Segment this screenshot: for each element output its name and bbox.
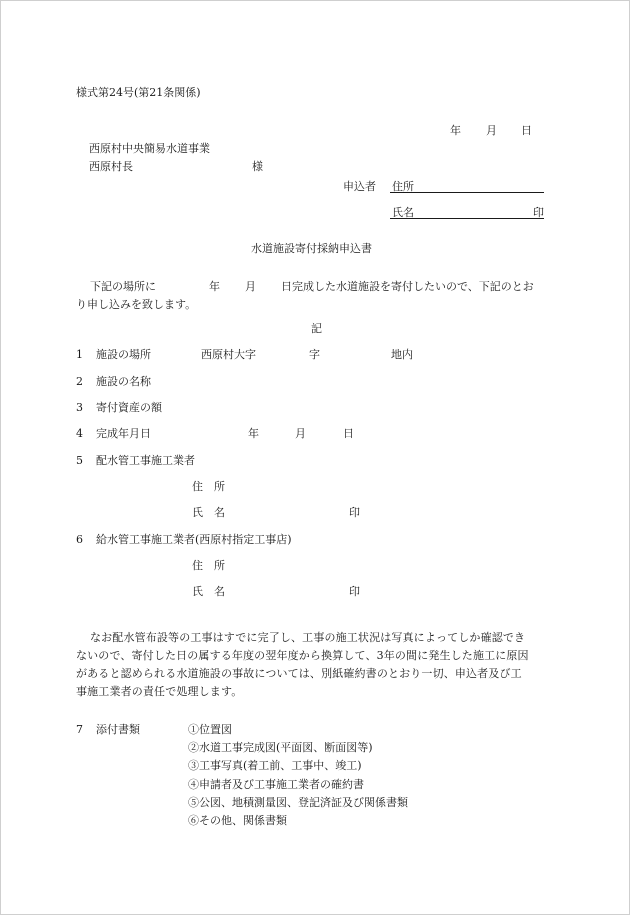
item-5-label: 配水管工事施工業者 — [96, 454, 195, 467]
attachment-item: ①位置図 — [188, 723, 232, 736]
item-7-label: 添付書類 — [96, 723, 140, 736]
addressee-title: 西原村長 — [89, 160, 133, 173]
item-1-village: 西原村大字 — [201, 348, 256, 361]
item-4-day-label: 日 — [343, 427, 354, 440]
date-year-label: 年 — [450, 124, 461, 137]
attachment-item: ⑤公図、地積測量図、登記済証及び関係書類 — [188, 796, 408, 809]
attachment-item: ②水道工事完成図(平面図、断面図等) — [188, 741, 373, 754]
notice-line-3: があると認められる水道施設の事故については、別紙確約書のとおり一切、申込者及び工 — [76, 667, 522, 680]
item-5-address-label: 住 所 — [192, 480, 225, 493]
item-4-year-label: 年 — [248, 427, 259, 440]
item-5-seal: 印 — [349, 506, 360, 519]
applicant-name-label: 氏名 — [392, 206, 414, 219]
item-1-chinai: 地内 — [391, 348, 413, 361]
addressee-org: 西原村中央簡易水道事業 — [89, 142, 210, 155]
item-6-label: 給水管工事施工業者(西原村指定工事店) — [96, 533, 292, 546]
form-number: 様式第24号(第21条関係) — [76, 86, 201, 99]
intro-month-label: 月 — [245, 280, 256, 293]
date-month-label: 月 — [486, 124, 497, 137]
item-6-address-label: 住 所 — [192, 559, 225, 572]
attachment-item: ④申請者及び工事施工業者の確約書 — [188, 778, 364, 791]
item-4-label: 完成年月日 — [96, 427, 151, 440]
item-4-month-label: 月 — [295, 427, 306, 440]
notice-line-4: 事施工業者の責任で処理します。 — [76, 685, 243, 698]
item-3-label: 寄付資産の額 — [96, 401, 162, 414]
item-4-number: 4 — [76, 427, 83, 440]
ki-heading: 記 — [311, 322, 322, 335]
intro-year-label: 年 — [209, 280, 220, 293]
notice-line-2: ないので、寄付した日の属する年度の翌年度から換算して、3年の間に発生した施工に原因 — [76, 649, 529, 662]
applicant-address-label: 住所 — [392, 180, 414, 193]
attachment-item: ⑥その他、関係書類 — [188, 814, 287, 827]
notice-line-1: なお配水管布設等の工事はすでに完了し、工事の施工状況は写真によってしか確認でき — [90, 631, 526, 644]
item-5-name-label: 氏 名 — [192, 506, 225, 519]
item-6-name-label: 氏 名 — [192, 585, 225, 598]
applicant-seal: 印 — [533, 206, 544, 219]
item-3-number: 3 — [76, 401, 83, 414]
document-title: 水道施設寄付採納申込書 — [251, 242, 372, 255]
applicant-name-line — [390, 218, 544, 219]
item-1-label: 施設の場所 — [96, 348, 151, 361]
item-2-label: 施設の名称 — [96, 375, 151, 388]
item-6-seal: 印 — [349, 585, 360, 598]
applicant-label: 申込者 — [343, 180, 376, 193]
intro-text-1: 下記の場所に — [90, 280, 156, 293]
item-5-number: 5 — [76, 454, 83, 467]
addressee-honorific: 様 — [252, 160, 263, 173]
item-7-number: 7 — [76, 723, 83, 736]
applicant-address-line — [390, 192, 544, 193]
item-1-aza: 字 — [309, 348, 320, 361]
item-1-number: 1 — [76, 348, 83, 361]
item-2-number: 2 — [76, 375, 83, 388]
intro-text-2: 日完成した水道施設を寄付したいので、下記のとお — [281, 280, 534, 293]
date-day-label: 日 — [521, 124, 532, 137]
attachment-item: ③工事写真(着工前、工事中、竣工) — [188, 759, 362, 772]
intro-text-3: り申し込みを致します。 — [76, 298, 197, 311]
item-6-number: 6 — [76, 533, 83, 546]
